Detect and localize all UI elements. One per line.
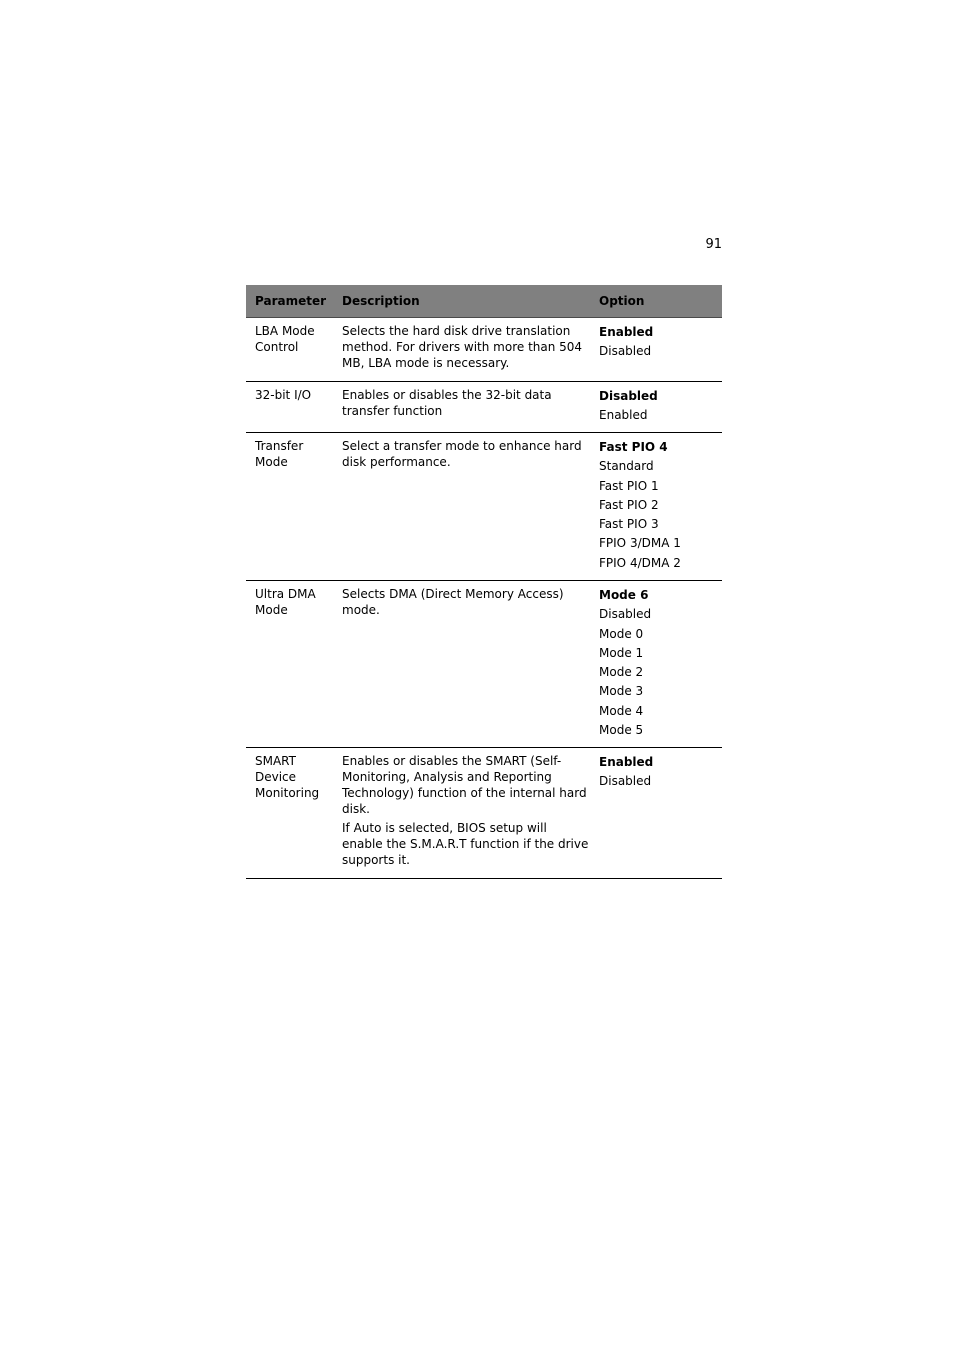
description-cell xyxy=(342,323,595,381)
description-cell xyxy=(342,438,595,580)
header-option: Option xyxy=(599,294,645,308)
description-cell xyxy=(342,387,595,432)
parameter-cell: LBA Mode Control xyxy=(255,324,315,354)
description-text: Selects DMA (Direct Memory Access) mode. xyxy=(342,587,564,617)
default-option: Enabled xyxy=(599,325,654,339)
parameter-cell: SMART Device Monitoring xyxy=(255,754,320,800)
bios-parameter-table xyxy=(246,285,722,879)
table-row xyxy=(246,382,722,433)
option-item: Mode 5 xyxy=(599,723,644,738)
options-cell xyxy=(595,323,722,381)
option-item: Fast PIO 2 xyxy=(599,497,659,512)
description-text: Selects the hard disk drive translation method. For drivers with more than 504 MB, LBA mode is necessary. xyxy=(342,324,583,370)
description-text: Enables or disables the SMART (Self-Monitoring, Analysis and Reporting Technology) function of the internal hard disk. xyxy=(342,754,587,816)
option-item: FPIO 3/DMA 1 xyxy=(599,536,681,551)
table-row xyxy=(246,318,722,382)
description-text: If Auto is selected, BIOS setup will enable the S.M.A.R.T function if the drive supports it. xyxy=(342,821,589,867)
option-item: Fast PIO 3 xyxy=(599,517,659,532)
page-number: 91 xyxy=(705,237,722,252)
option-item: Mode 3 xyxy=(599,684,644,699)
options-cell xyxy=(595,586,722,747)
default-option: Enabled xyxy=(599,755,654,769)
table-header xyxy=(246,285,722,318)
table-row xyxy=(246,748,722,879)
option-item: Mode 1 xyxy=(599,645,644,660)
table-body xyxy=(246,318,722,879)
options-cell xyxy=(595,387,722,432)
header-description: Description xyxy=(342,294,420,308)
option-item: Disabled xyxy=(599,774,652,789)
option-item: Mode 4 xyxy=(599,703,644,718)
default-option: Fast PIO 4 xyxy=(599,440,668,454)
parameter-cell: 32-bit I/O xyxy=(255,388,312,402)
option-item: Enabled xyxy=(599,408,648,423)
option-item: Standard xyxy=(599,459,654,474)
option-item: Mode 0 xyxy=(599,626,644,641)
description-cell xyxy=(342,586,595,747)
option-item: Fast PIO 1 xyxy=(599,478,659,493)
options-cell xyxy=(595,753,722,878)
option-item: Disabled xyxy=(599,607,652,622)
option-item: Mode 2 xyxy=(599,665,644,680)
default-option: Mode 6 xyxy=(599,588,649,602)
description-text: Enables or disables the 32-bit data transfer function xyxy=(342,388,552,418)
description-cell xyxy=(342,753,595,878)
option-item: FPIO 4/DMA 2 xyxy=(599,555,681,570)
table-row xyxy=(246,581,722,748)
header-parameter: Parameter xyxy=(255,294,327,308)
parameter-cell: Transfer Mode xyxy=(255,439,304,469)
default-option: Disabled xyxy=(599,389,658,403)
description-text: Select a transfer mode to enhance hard disk performance. xyxy=(342,439,582,469)
parameter-cell: Ultra DMA Mode xyxy=(255,587,316,617)
options-cell xyxy=(595,438,722,580)
table-row xyxy=(246,433,722,581)
option-item: Disabled xyxy=(599,344,652,359)
